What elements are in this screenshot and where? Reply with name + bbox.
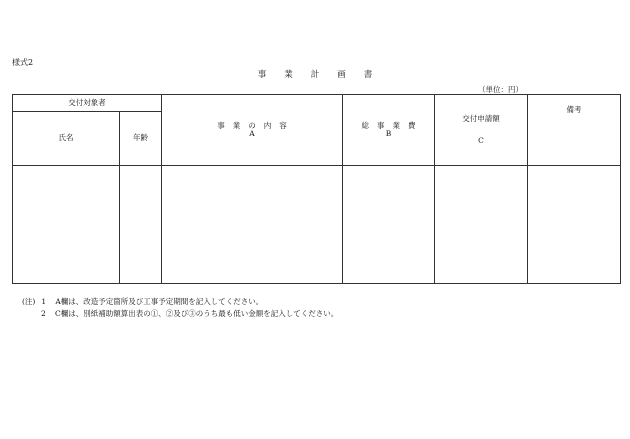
header-char: 業 <box>232 120 241 130</box>
note-text: A欄は、改造予定箇所及び工事予定期間を記入してください。 <box>55 297 264 306</box>
note-item <box>22 308 338 320</box>
content-cell[interactable] <box>162 166 343 284</box>
table-row <box>13 166 621 284</box>
column-letter-a: A <box>249 129 255 138</box>
remarks-cell[interactable] <box>528 166 621 284</box>
header-char: 内 <box>263 120 272 130</box>
header-char: 業 <box>392 120 400 130</box>
header-char: 費 <box>408 120 416 130</box>
age-column-header: 年齢 <box>120 112 162 166</box>
age-cell[interactable] <box>120 166 162 284</box>
document-title <box>0 68 630 80</box>
column-letter-c: C <box>478 136 484 145</box>
form-number: 様式2 <box>12 58 34 67</box>
note-number: 1 <box>41 297 47 306</box>
header-char: 事 <box>217 120 225 130</box>
title-char: 業 <box>284 70 293 80</box>
header-char: 総 <box>361 120 369 130</box>
column-letter-b: B <box>385 129 392 138</box>
note-text: C欄は、別紙補助額算出表の①、②及び③のうち最も低い金額を記入してください。 <box>55 309 339 318</box>
header-char: の <box>248 120 256 130</box>
grant-column-header <box>435 95 528 166</box>
note-item <box>22 296 338 308</box>
recipient-group-header: 交付対象者 <box>13 95 162 112</box>
notes <box>22 296 338 320</box>
grant-label: 交付申請額 <box>462 113 500 123</box>
content-column-header <box>162 95 343 166</box>
header-char: 容 <box>279 120 287 130</box>
remarks-column-header <box>528 95 621 166</box>
title-char: 書 <box>363 70 373 80</box>
notes-prefix: (注) <box>22 297 36 306</box>
remarks-label: 備考 <box>566 104 582 114</box>
plan-table <box>12 94 621 284</box>
title-char: 計 <box>310 70 320 80</box>
unit-label: （単位：円） <box>478 85 523 94</box>
total-cost-cell[interactable] <box>343 166 435 284</box>
title-char: 画 <box>337 70 346 80</box>
grant-cell[interactable] <box>435 166 528 284</box>
header-char: 事 <box>377 120 385 130</box>
name-cell[interactable] <box>13 166 120 284</box>
title-char: 事 <box>257 70 267 80</box>
note-number: 2 <box>41 309 46 318</box>
name-column-header: 氏名 <box>13 112 120 166</box>
total-cost-column-header <box>343 95 435 166</box>
